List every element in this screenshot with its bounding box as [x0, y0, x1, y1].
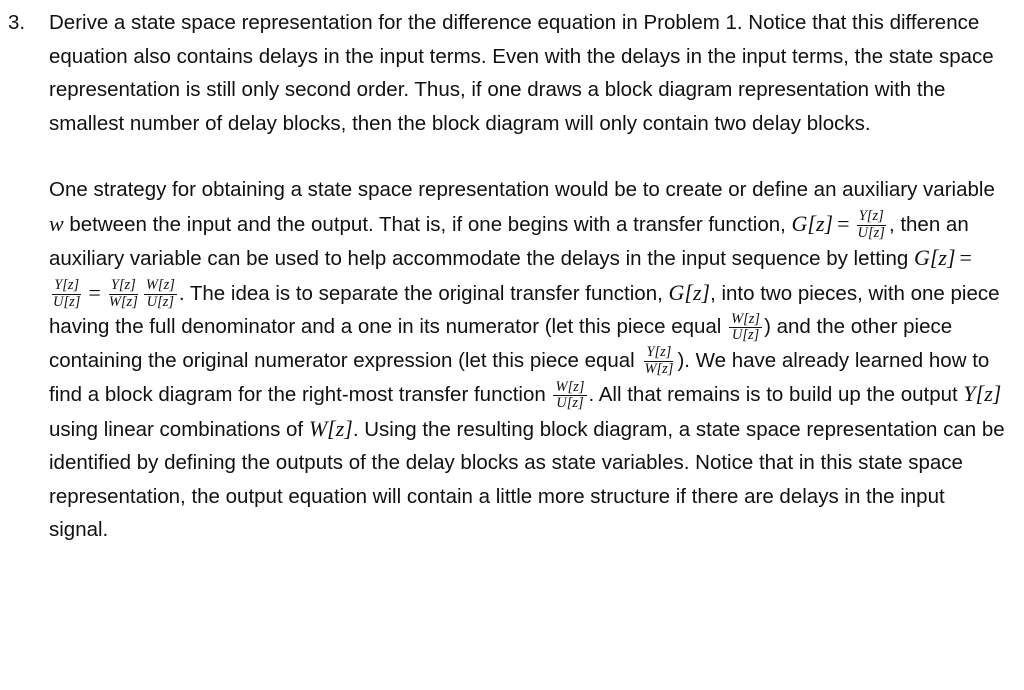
- math-equals: =: [837, 210, 850, 236]
- frac-denominator: U[z]: [556, 395, 584, 412]
- math-G: G[z]: [791, 210, 834, 236]
- text-s5: , into two pieces, with one piece having the full denominator and a one in its numerator (let this piece equal: [49, 281, 1000, 338]
- paragraph-1: Derive a state space representation for the difference equation in Problem 1. Notice that this difference equation also contains delays in the input terms. Even with the delays in the input terms, the state space representation is still only second order. Thus, if one draws a block diagram representation with the smallest number of delay blocks, then the block diagram will only contain two delay blocks.: [49, 11, 994, 135]
- math-G: G[z]: [668, 279, 711, 305]
- frac-numerator: Y[z]: [54, 277, 80, 294]
- frac-numerator: W[z]: [731, 310, 761, 327]
- frac-numerator: Y[z]: [110, 277, 136, 294]
- text-s7: ). We have already learned how to find a block diagram for the right-most transfer function: [49, 348, 990, 406]
- math-equals: =: [959, 245, 972, 270]
- fraction-w-over-u: [553, 380, 586, 411]
- text-s6: ) and the other piece containing the original numerator expression (let this piece equal: [49, 315, 953, 372]
- problem-number: 3.: [8, 11, 26, 34]
- text-s10: . Using the resulting block diagram, a state space representation can be identified by defining the outputs of the delay blocks as state variables. Notice that in this state space representation, the output equation will contain a little more structure if there are delays in the input signal.: [49, 417, 1005, 541]
- frac-denominator: U[z]: [857, 224, 885, 241]
- frac-numerator: Y[z]: [858, 208, 884, 225]
- math-Y: Y[z]: [963, 381, 1002, 406]
- text-s3: then an auxiliary variable can be used to help accommodate the delays in the input sequence by letting: [49, 212, 969, 270]
- frac-numerator: W[z]: [145, 277, 175, 294]
- frac-denominator: U[z]: [731, 327, 760, 344]
- fraction-w-over-u: [144, 278, 177, 309]
- frac-denominator: U[z]: [53, 293, 81, 310]
- paragraph-2: [49, 173, 1009, 547]
- fraction-y-over-u: [51, 278, 82, 309]
- fraction-y-over-w: [107, 278, 140, 309]
- text-s2: between the input and the output. That is, if one begins with a transfer function,: [63, 212, 792, 236]
- frac-numerator: Y[z]: [646, 344, 672, 361]
- frac-denominator: W[z]: [108, 293, 138, 310]
- math-equals: =: [88, 279, 101, 305]
- text-s4: The idea is to separate the original transfer function,: [184, 281, 669, 305]
- text-s8: . All that remains is to build up the output: [588, 383, 964, 406]
- frac-numerator: W[z]: [555, 378, 585, 395]
- math-G: G[z]: [913, 245, 956, 270]
- period: .: [178, 281, 185, 305]
- fraction-y-over-u: [856, 209, 887, 240]
- text-s1: One strategy for obtaining a state space representation would be to create or define an auxiliary variable: [49, 178, 995, 201]
- frac-denominator: U[z]: [146, 293, 175, 310]
- math-w: w: [49, 210, 64, 236]
- problem-body: [49, 6, 1009, 547]
- fraction-w-over-u: [729, 312, 762, 343]
- frac-denominator: W[z]: [644, 360, 674, 377]
- text-s9: using linear combinations of: [49, 417, 309, 441]
- math-W: W[z]: [308, 415, 353, 441]
- fraction-y-over-w: [642, 345, 675, 376]
- comma: ,: [888, 212, 895, 236]
